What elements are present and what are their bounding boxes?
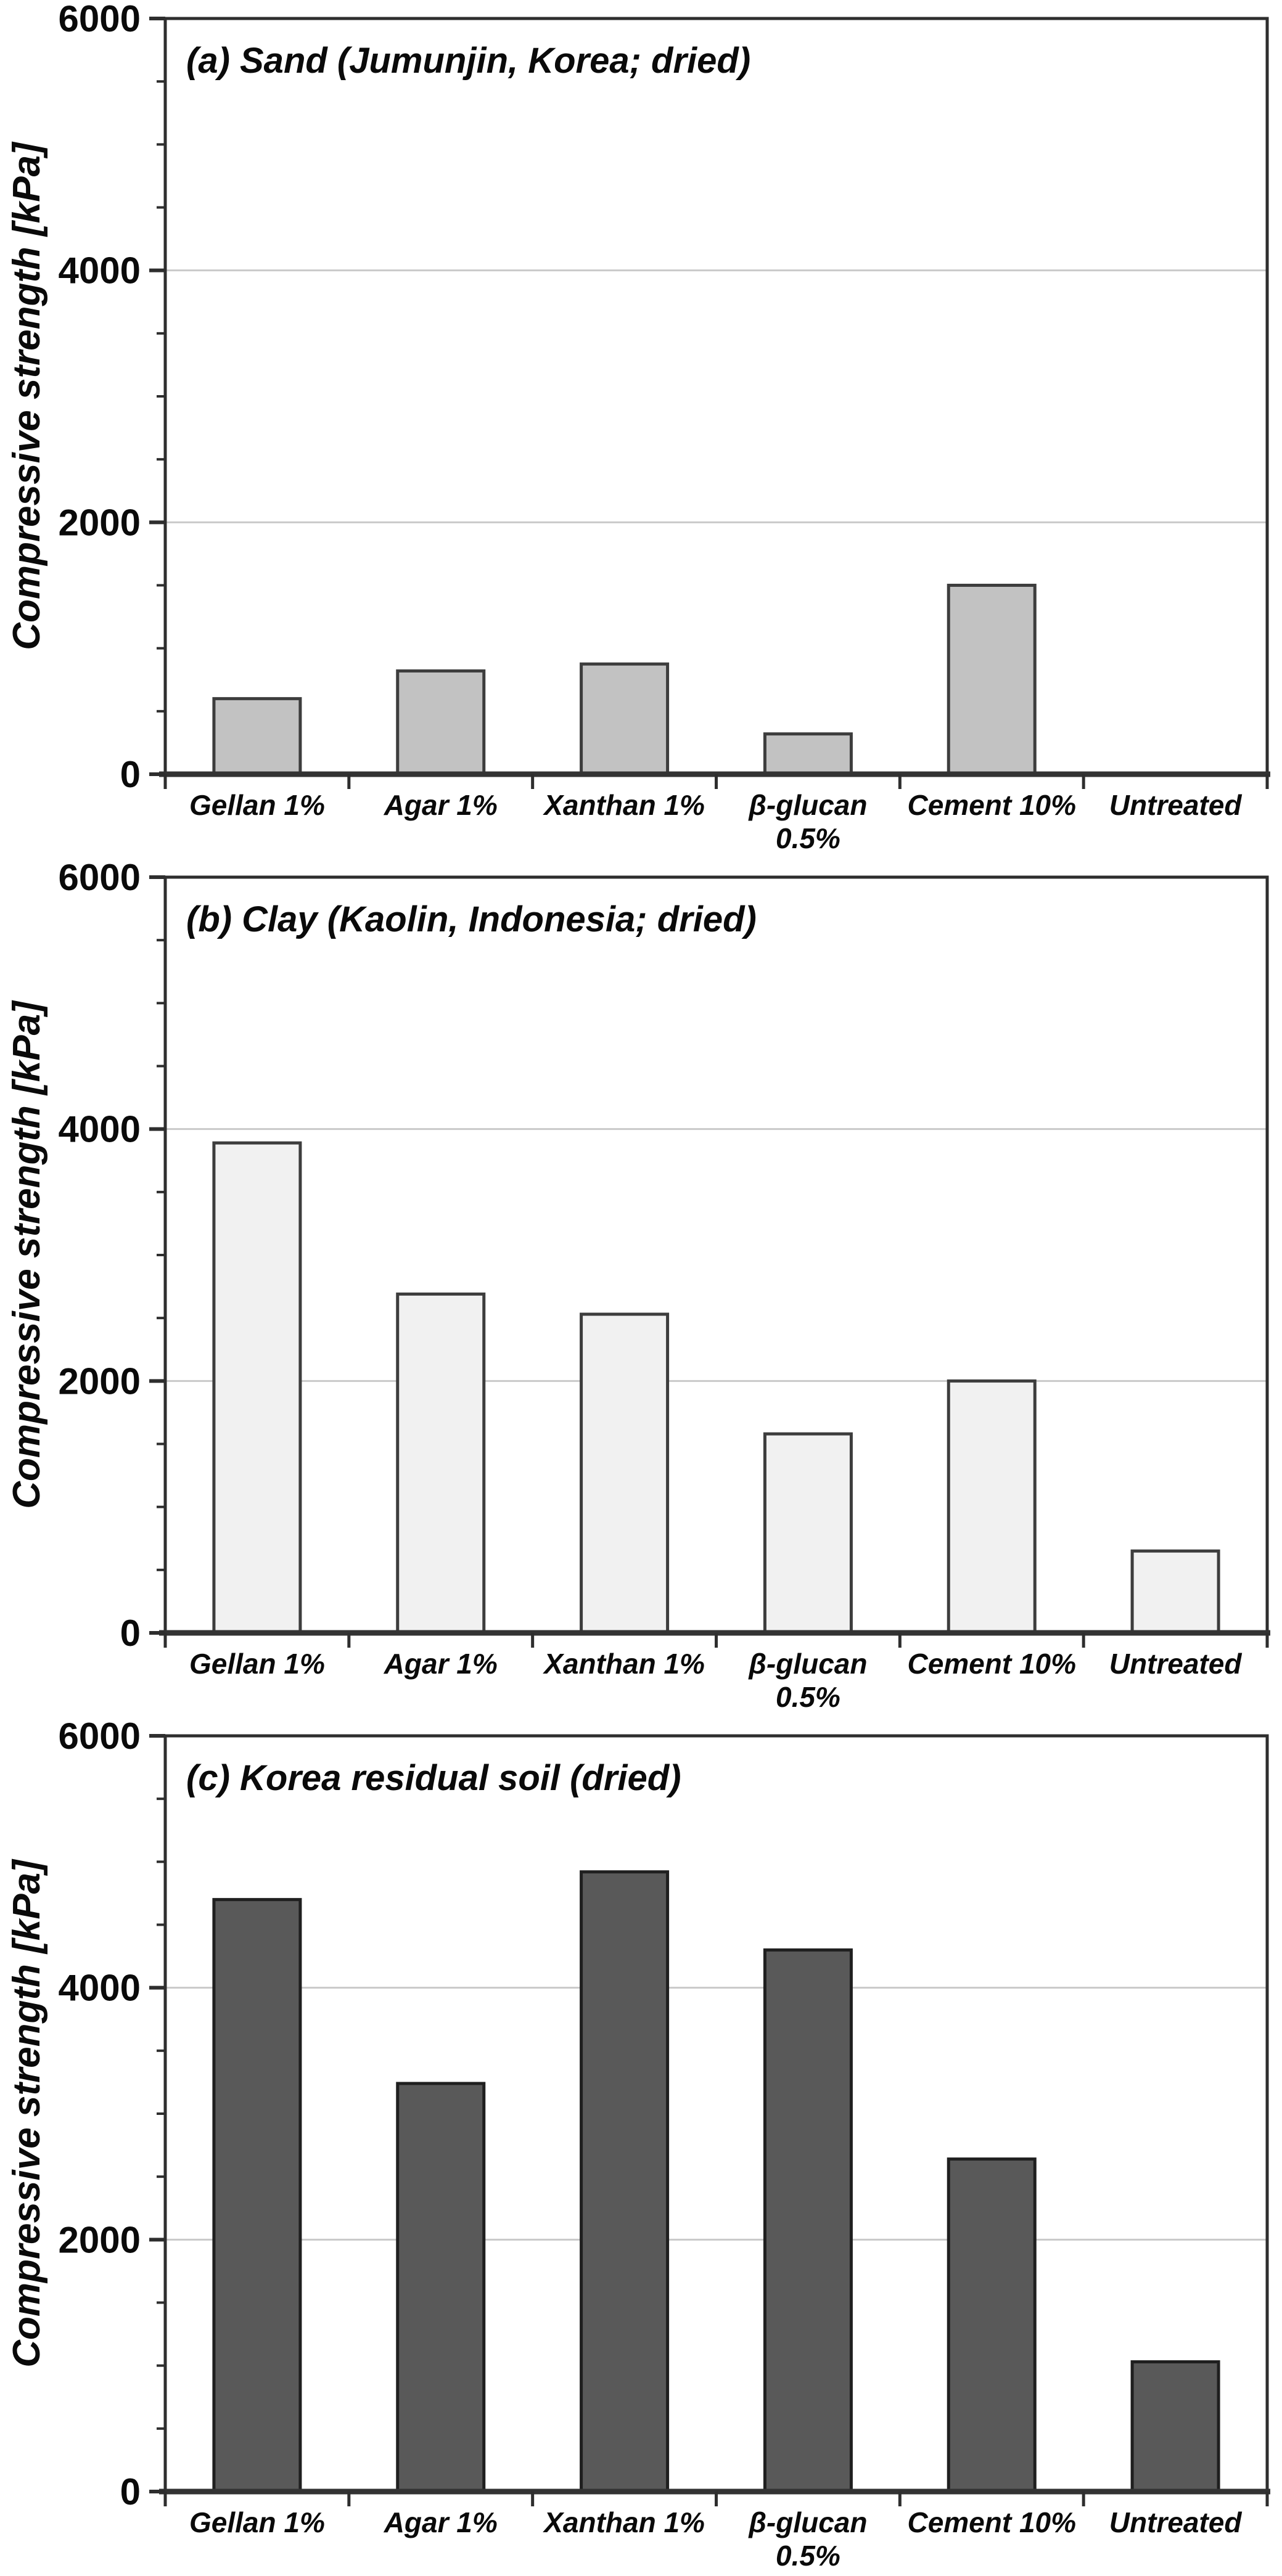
x-category-label: Untreated xyxy=(1109,789,1242,821)
x-category-label: 0.5% xyxy=(775,2540,840,2572)
panel-title: (c) Korea residual soil (dried) xyxy=(186,1758,681,1798)
x-category-label: Untreated xyxy=(1109,1648,1242,1680)
y-tick-label: 6000 xyxy=(58,1717,141,1757)
bar-Gellan 1% xyxy=(214,1900,300,2492)
bar-Cement 10% xyxy=(948,2159,1035,2492)
y-tick-label: 2000 xyxy=(58,2219,141,2261)
x-category-label: Agar 1% xyxy=(384,1648,498,1680)
x-category-label: β-glucan xyxy=(749,789,868,821)
bar-Agar 1% xyxy=(398,671,484,774)
bar-Gellan 1% xyxy=(214,1143,300,1633)
bar-β-glucan xyxy=(765,1434,851,1633)
x-category-label: Xanthan 1% xyxy=(544,1648,705,1680)
x-category-label: Agar 1% xyxy=(384,2506,498,2538)
chart-b-svg xyxy=(0,859,1282,1717)
y-tick-label: 6000 xyxy=(58,0,141,39)
y-tick-label: 4000 xyxy=(58,1967,141,2009)
y-tick-label: 2000 xyxy=(58,502,141,544)
x-category-label: Untreated xyxy=(1109,2506,1242,2538)
bar-Xanthan 1% xyxy=(581,664,668,774)
panel-title: (b) Clay (Kaolin, Indonesia; dried) xyxy=(186,899,757,939)
y-axis-label: Compressive strength [kPa] xyxy=(6,1860,48,2368)
x-category-label: Gellan 1% xyxy=(189,2506,325,2538)
chart-panel-b xyxy=(0,859,1282,1717)
x-category-label: Gellan 1% xyxy=(189,1648,325,1680)
x-category-label: 0.5% xyxy=(775,822,840,854)
x-category-label: Xanthan 1% xyxy=(544,2506,705,2538)
y-tick-label: 0 xyxy=(120,2471,141,2513)
x-category-label: β-glucan xyxy=(749,1648,868,1680)
y-tick-label: 0 xyxy=(120,754,141,795)
plot-frame xyxy=(165,18,1267,774)
bar-Cement 10% xyxy=(948,586,1035,775)
chart-a-svg xyxy=(0,0,1282,859)
y-tick-label: 4000 xyxy=(58,250,141,292)
plot-frame xyxy=(165,877,1267,1633)
x-category-label: β-glucan xyxy=(749,2506,868,2538)
x-category-label: Cement 10% xyxy=(907,1648,1077,1680)
bar-Untreated xyxy=(1132,2362,1218,2492)
y-tick-label: 2000 xyxy=(58,1360,141,1402)
chart-panel-c xyxy=(0,1717,1282,2576)
panel-title: (a) Sand (Jumunjin, Korea; dried) xyxy=(186,41,751,81)
bar-Untreated xyxy=(1132,1551,1218,1633)
plot-frame xyxy=(165,1736,1267,2492)
bar-β-glucan xyxy=(765,1950,851,2492)
x-category-label: Cement 10% xyxy=(907,2506,1077,2538)
x-category-label: Gellan 1% xyxy=(189,789,325,821)
y-axis-label: Compressive strength [kPa] xyxy=(6,142,48,650)
y-tick-label: 0 xyxy=(120,1613,141,1654)
chart-panel-a xyxy=(0,0,1282,859)
bar-Gellan 1% xyxy=(214,698,300,774)
y-tick-label: 6000 xyxy=(58,859,141,898)
chart-c-svg xyxy=(0,1717,1282,2576)
bar-Xanthan 1% xyxy=(581,1872,668,2492)
y-axis-label: Compressive strength [kPa] xyxy=(6,1001,48,1509)
bar-Agar 1% xyxy=(398,1294,484,1633)
x-category-label: Agar 1% xyxy=(384,789,498,821)
bar-Agar 1% xyxy=(398,2083,484,2492)
bar-Cement 10% xyxy=(948,1381,1035,1633)
bar-Xanthan 1% xyxy=(581,1314,668,1633)
x-category-label: Xanthan 1% xyxy=(544,789,705,821)
x-category-label: 0.5% xyxy=(775,1681,840,1713)
bar-β-glucan xyxy=(765,734,851,774)
x-category-label: Cement 10% xyxy=(907,789,1077,821)
y-tick-label: 4000 xyxy=(58,1108,141,1150)
